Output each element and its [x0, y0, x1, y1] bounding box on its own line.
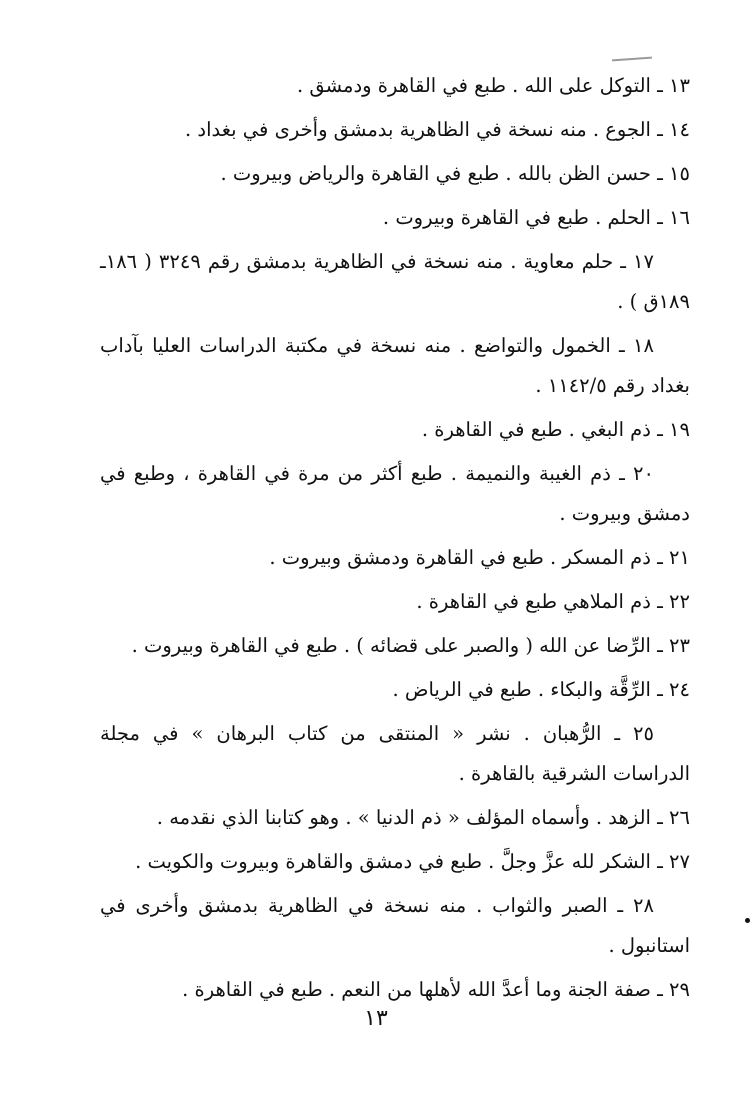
list-item: ٢٩ ـ صفة الجنة وما أعدَّ الله لأهلها من النعم . طبع في القاهرة . — [182, 978, 690, 1001]
list-item: ٢٨ ـ الصبر والثواب . منه نسخة في الظاهرية بدمشق وأخرى في استانبول . — [100, 894, 690, 957]
list-item: ١٤ ـ الجوع . منه نسخة في الظاهرية بدمشق وأخرى في بغداد . — [185, 118, 690, 141]
list-item: ٢٤ ـ الرِّقَّة والبكاء . طبع في الرياض . — [392, 678, 690, 701]
edge-dot — [745, 918, 750, 923]
list-item: ٢٣ ـ الرِّضا عن الله ( والصبر على قضائه ) . طبع في القاهرة وبيروت . — [131, 634, 690, 657]
page-number: ١٣ — [364, 1006, 388, 1031]
list-item: ١٥ ـ حسن الظن بالله . طبع في القاهرة والرياض وبيروت . — [220, 162, 690, 185]
list-item: ١٣ ـ التوكل على الله . طبع في القاهرة ودمشق . — [296, 74, 690, 97]
list-item: ١٦ ـ الحلم . طبع في القاهرة وبيروت . — [382, 206, 690, 229]
list-item: ٢٧ ـ الشكر لله عزَّ وجلَّ . طبع في دمشق والقاهرة وبيروت والكويت . — [135, 850, 690, 873]
list-item: ٢٥ ـ الرُّهبان . نشر « المنتقى من كتاب البرهان » في مجلة الدراسات الشرقية بالقاهرة . — [100, 722, 690, 785]
corner-mark — [612, 57, 652, 62]
list-item: ٢٦ ـ الزهد . وأسماه المؤلف « ذم الدنيا » . وهو كتابنا الذي نقدمه . — [156, 806, 690, 829]
list-item: ١٨ ـ الخمول والتواضع . منه نسخة في مكتبة الدراسات العليا بآداب بغداد رقم ١١٤٢/٥ . — [100, 334, 690, 397]
list-item: ١٩ ـ ذم البغي . طبع في القاهرة . — [421, 418, 690, 441]
bibliography-list — [100, 66, 690, 1014]
list-item: ٢١ ـ ذم المسكر . طبع في القاهرة ودمشق وبيروت . — [269, 546, 690, 569]
list-item: ١٧ ـ حلم معاوية . منه نسخة في الظاهرية بدمشق رقم ٣٢٤٩ ( ١٨٦ـ ١٨٩ق ) . — [100, 250, 690, 313]
list-item: ٢٠ ـ ذم الغيبة والنميمة . طبع أكثر من مرة في القاهرة ، وطبع في دمشق وبيروت . — [100, 462, 690, 525]
list-item: ٢٢ ـ ذم الملاهي طبع في القاهرة . — [416, 590, 690, 613]
